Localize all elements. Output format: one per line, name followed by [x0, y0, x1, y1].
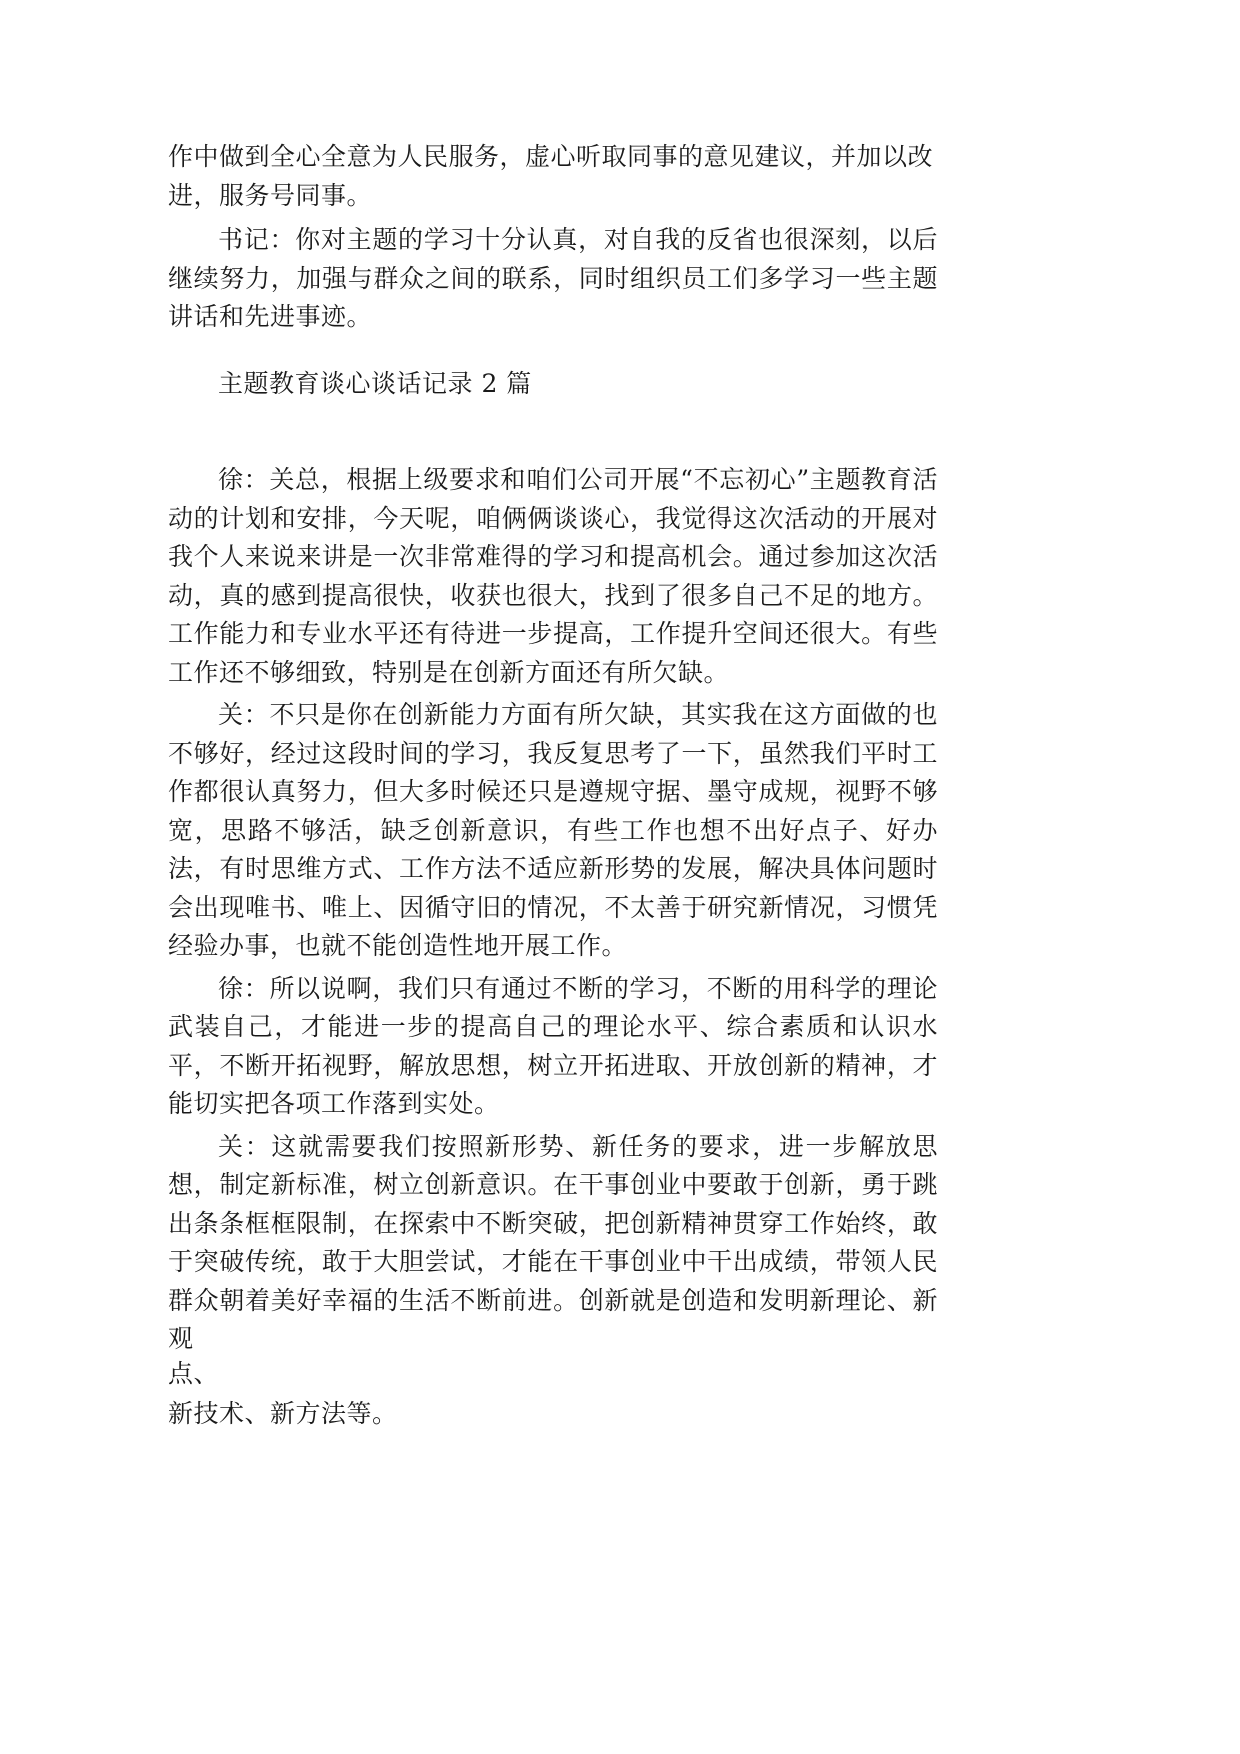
paragraph-1-line-2: 进，服务号同事。 — [168, 180, 373, 210]
paragraph-guan-2: 关：这就需要我们按照新形势、新任务的要求，进一步解放思想，制定新标准，树立创新意识。在干事创业中要敢于创新，勇于跳出条条框框限制，在探索中不断突破，把创新精神贯穿工作始终，敢于突破传统，敢于大胆尝试，才能在干事创业中干出成绩，带领人民群众朝着美好幸福的生活不断前进。创新就是创造和发明新理论、新观 — [168, 1131, 938, 1353]
paragraph-xu-1: 徐：关总，根据上级要求和咱们公司开展“不忘初心”主题教育活动的计划和安排，今天呢，咱俩俩谈谈心，我觉得这次活动的开展对我个人来说来讲是一次非常难得的学习和提高机会。通过参加这次活动，真的感到提高很快，收获也很大，找到了很多自己不足的地方。工作能力和专业水平还有待进一步提高，工作提升空间还很大。有些工作还不够细致，特别是在创新方面还有所欠缺。 — [168, 465, 938, 687]
paragraph-guan-2-tail-2: 新技术、新方法等。 — [168, 1398, 398, 1428]
paragraph-guan-1: 关：不只是你在创新能力方面有所欠缺，其实我在这方面做的也不够好，经过这段时间的学习，我反复思考了一下，虽然我们平时工作都很认真努力，但大多时候还只是遵规守据、墨守成规，视野不够宽，思路不够活，缺乏创新意识，有些工作也想不出好点子、好办法，有时思维方式、工作方法不适应新形势的发展，解决具体问题时会出现唯书、唯上、因循守旧的情况，不太善于研究新情况，习惯凭经验办事，也就不能创造性地开展工作。 — [168, 700, 938, 960]
section-heading: 主题教育谈心谈话记录 2 篇 — [218, 368, 532, 398]
paragraph-guan-2-tail-1: 点、 — [168, 1358, 220, 1388]
paragraph-1-line-1: 作中做到全心全意为人民服务，虚心听取同事的意见建议，并加以改 — [168, 142, 934, 171]
paragraph-xu-2: 徐：所以说啊，我们只有通过不断的学习，不断的用科学的理论武装自己，才能进一步的提高自己的理论水平、综合素质和认识水平，不断开拓视野，解放思想，树立开拓进取、开放创新的精神，才能切实把各项工作落到实处。 — [168, 973, 938, 1118]
paragraph-1 — [168, 138, 938, 215]
paragraph-secretary: 书记：你对主题的学习十分认真，对自我的反省也很深刻，以后继续努力，加强与群众之间的联系，同时组织员工们多学习一些主题讲话和先进事迹。 — [168, 225, 938, 331]
document-page — [168, 138, 938, 1433]
